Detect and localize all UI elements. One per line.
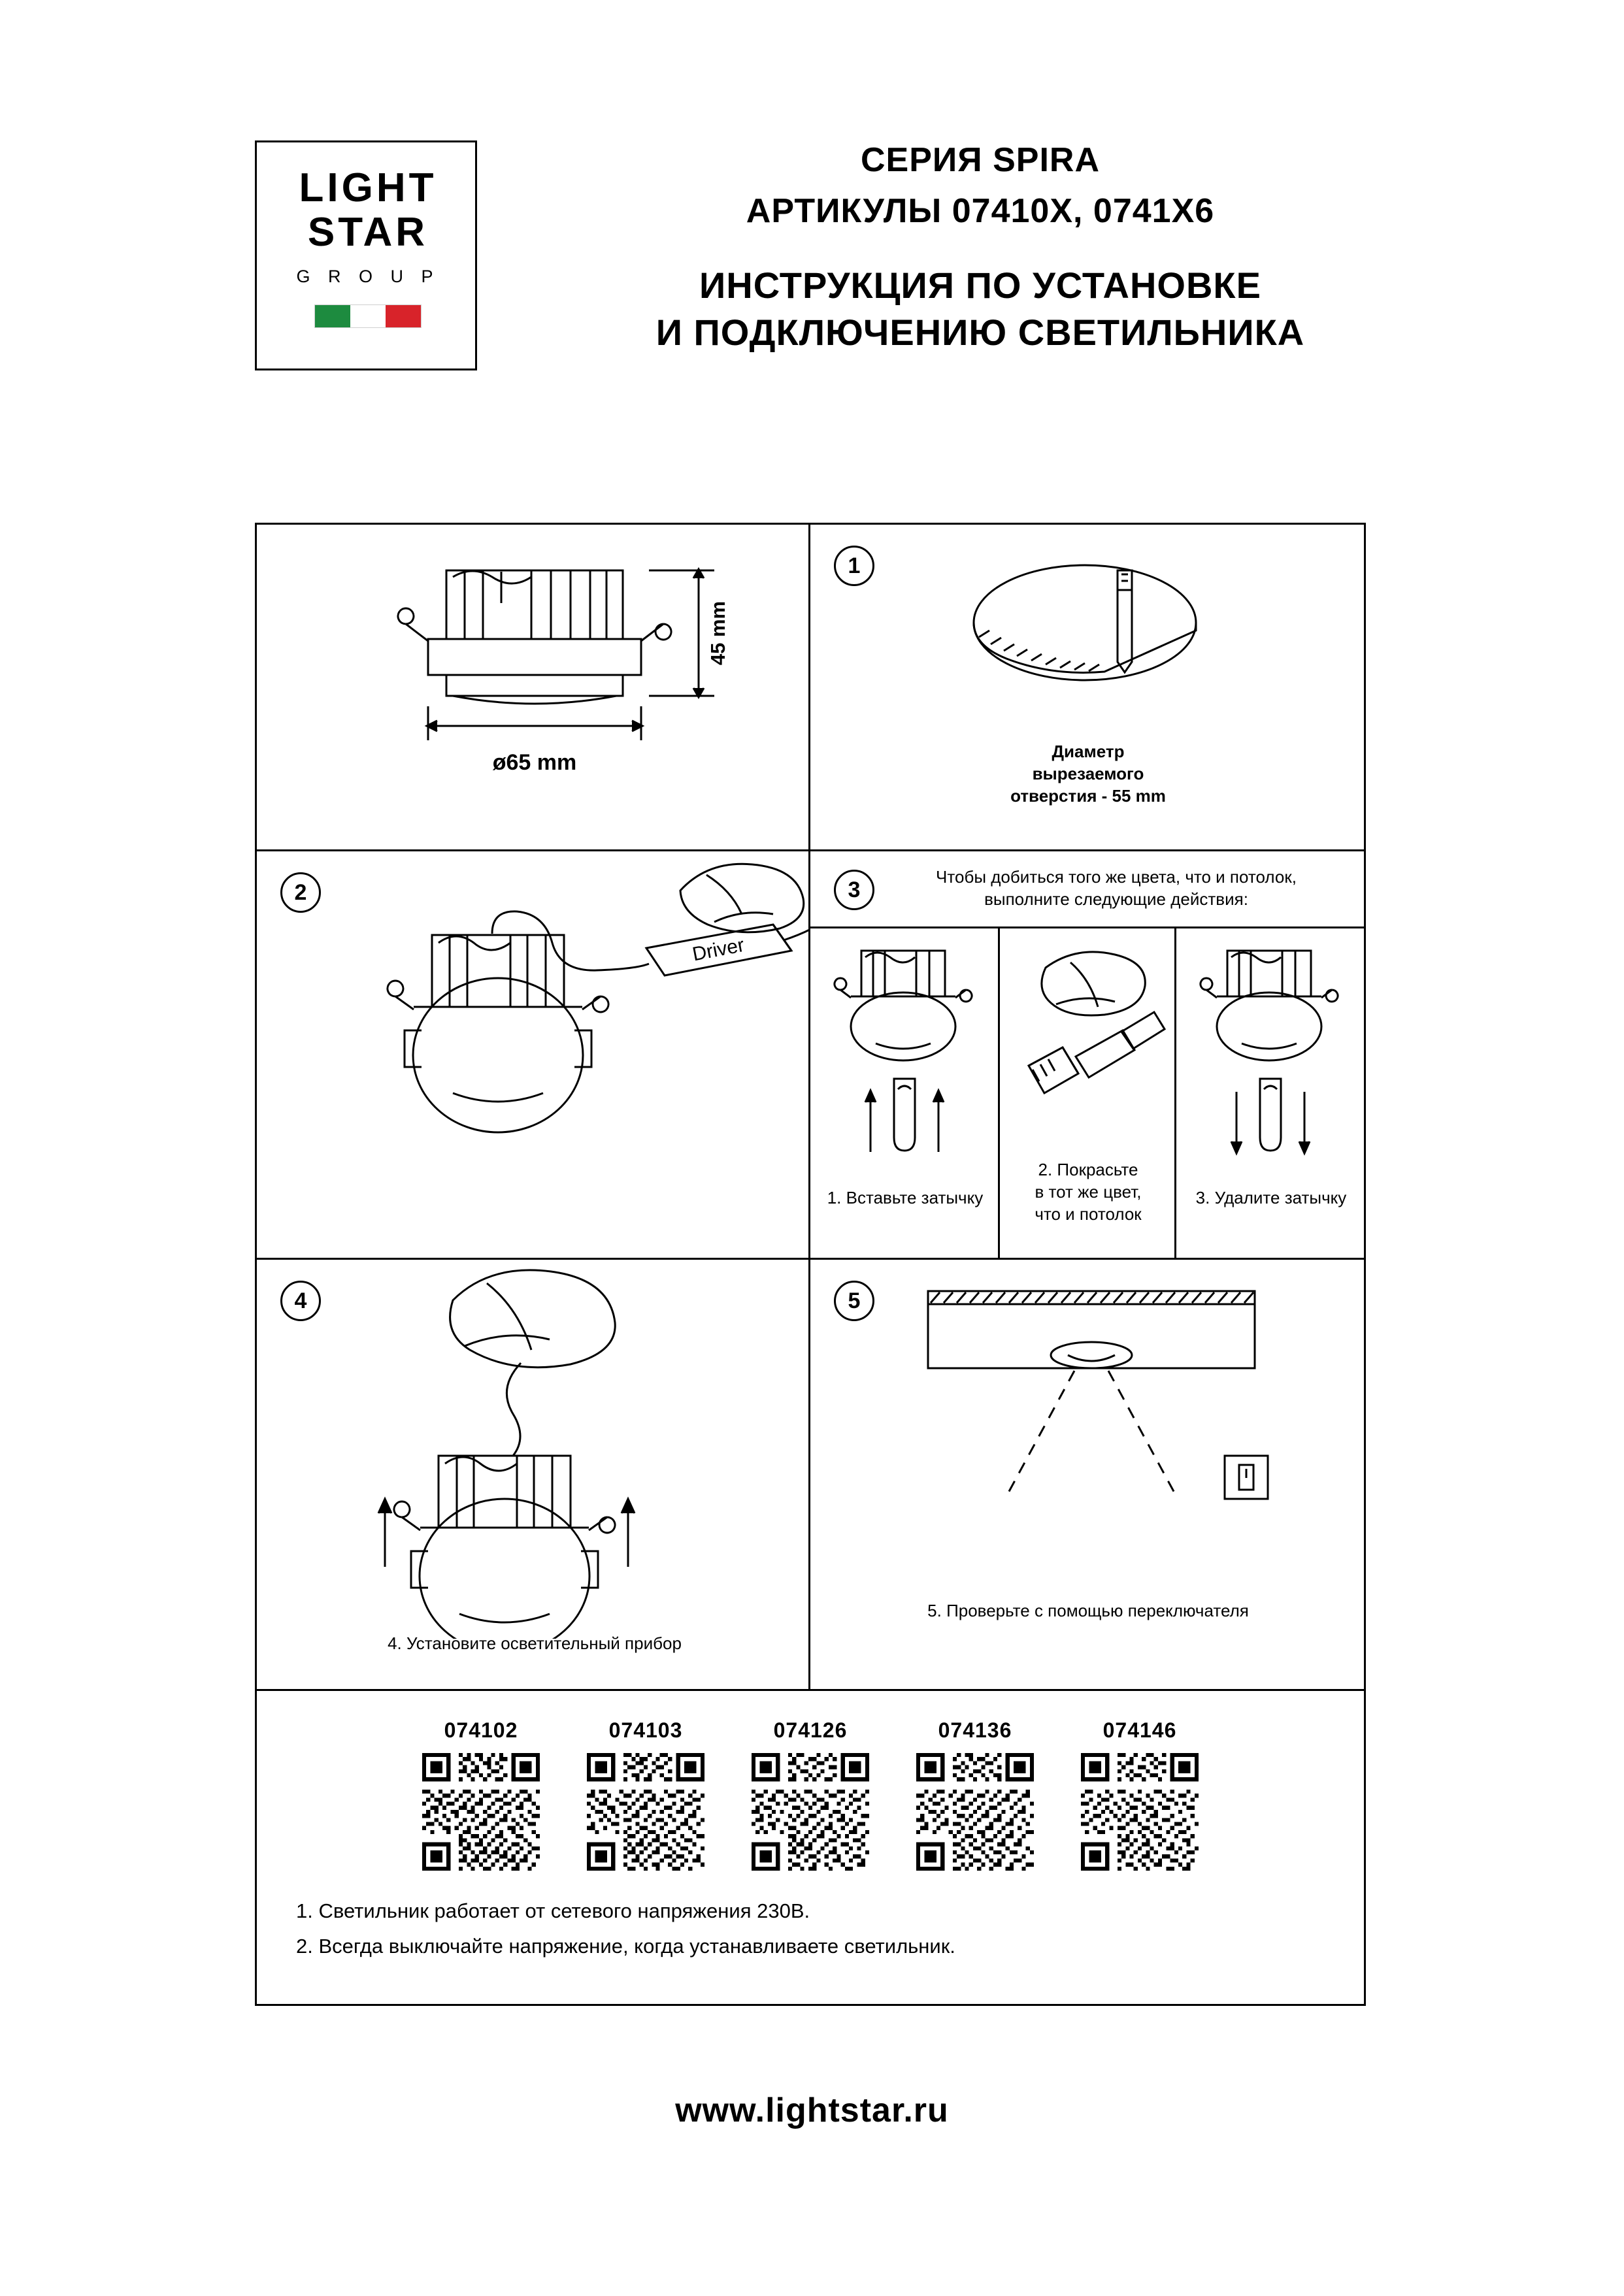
logo-group-label: G R O U P [296, 267, 440, 286]
logo-line-2: STAR [307, 210, 429, 255]
ceiling-hole-drawing [810, 538, 1366, 753]
qr-code-label: 074136 [938, 1718, 1012, 1742]
main-title-line-1: ИНСТРУКЦИЯ ПО УСТАНОВКЕ [699, 265, 1261, 306]
articles-title: АРТИКУЛЫ 07410X, 0741X6 [746, 192, 1215, 230]
step-3b-caption-line-2: в тот же цвет, [1035, 1182, 1142, 1202]
qr-code-label: 074103 [608, 1718, 683, 1742]
cell-step-2 [257, 851, 810, 1260]
qr-item[interactable] [580, 1718, 711, 1871]
remove-plug-drawing [1176, 928, 1366, 1203]
step-1-caption-line-2: вырезаемого [1032, 764, 1144, 783]
step-1-caption-line-1: Диаметр [1052, 742, 1125, 761]
step-3-intro [887, 866, 1345, 910]
step-4-caption: 4. Установите осветительный прибор [388, 1633, 682, 1653]
series-title: СЕРИЯ SPIRA [860, 141, 1101, 179]
cell-step-3b [1000, 928, 1176, 1260]
step-1-caption-line-3: отверстия - 55 mm [1010, 786, 1166, 806]
instruction-grid [255, 523, 1366, 2006]
qr-code-label: 074102 [444, 1718, 518, 1742]
cell-step-1 [810, 525, 1366, 851]
cell-step-3c [1176, 928, 1366, 1260]
cell-step-3a [810, 928, 1000, 1260]
qr-code-image[interactable] [916, 1753, 1034, 1871]
safety-notes [296, 1894, 1329, 1964]
step-4-number: 4 [280, 1281, 321, 1321]
qr-code-image[interactable] [587, 1753, 704, 1871]
driver-label: Driver [690, 934, 746, 966]
qr-code-image[interactable] [752, 1753, 869, 1871]
note-2: 2. Всегда выключайте напряжение, когда устанавливаете светильник. [296, 1935, 955, 1958]
step-3b-caption [1004, 1158, 1172, 1225]
step-3b-caption-line-3: что и потолок [1035, 1204, 1142, 1224]
step-3a-caption: 1. Вставьте затычку [827, 1188, 984, 1207]
step-3-intro-line-2: выполните следующие действия: [984, 889, 1248, 909]
step-3-intro-line-1: Чтобы добиться того же цвета, что и потолок, [936, 867, 1297, 887]
logo-wordmark [257, 166, 479, 255]
qr-item[interactable] [416, 1718, 546, 1871]
footer-website[interactable]: www.lightstar.ru [675, 2091, 949, 2129]
cell-qr-codes [257, 1691, 1364, 2004]
cell-step-4 [257, 1260, 810, 1691]
qr-code-label: 074146 [1102, 1718, 1177, 1742]
page-header [255, 140, 1366, 421]
qr-code-label: 074126 [773, 1718, 848, 1742]
qr-code-list [257, 1718, 1364, 1871]
driver-connection-drawing [257, 851, 810, 1260]
qr-code-image[interactable] [1081, 1753, 1199, 1871]
qr-item[interactable] [745, 1718, 876, 1871]
cell-step-5 [810, 1260, 1366, 1691]
insert-plug-drawing [810, 928, 1000, 1203]
step-5-number: 5 [834, 1281, 874, 1321]
step-1-number: 1 [834, 546, 874, 586]
note-1: 1. Светильник работает от сетевого напряжения 230В. [296, 1899, 810, 1922]
main-title-line-2: И ПОДКЛЮЧЕНИЮ СВЕТИЛЬНИКА [655, 312, 1305, 353]
dimension-diameter-label: ø65 mm [492, 750, 577, 775]
dimension-height-label: 45 mm [706, 600, 729, 666]
step-3b-caption-line-1: 2. Покрасьте [1038, 1160, 1138, 1179]
cell-step-3-header [810, 851, 1366, 928]
qr-item[interactable] [1074, 1718, 1205, 1871]
step-1-caption [892, 740, 1284, 807]
logo-line-1: LIGHT [299, 165, 437, 210]
cell-dimensions [257, 525, 810, 851]
step-3c-caption: 3. Удалите затычку [1195, 1188, 1347, 1207]
step-3-number: 3 [834, 870, 874, 910]
install-fixture-drawing [257, 1260, 810, 1639]
step-5-caption: 5. Проверьте с помощью переключателя [927, 1601, 1249, 1620]
paint-brush-drawing [1000, 928, 1176, 1190]
step-2-number: 2 [280, 872, 321, 913]
product-dimension-drawing [257, 525, 810, 851]
brand-logo [255, 140, 477, 370]
qr-code-image[interactable] [422, 1753, 540, 1871]
qr-item[interactable] [910, 1718, 1040, 1871]
italy-flag-icon [314, 304, 422, 328]
title-block [595, 140, 1366, 356]
switch-check-drawing [810, 1260, 1366, 1613]
